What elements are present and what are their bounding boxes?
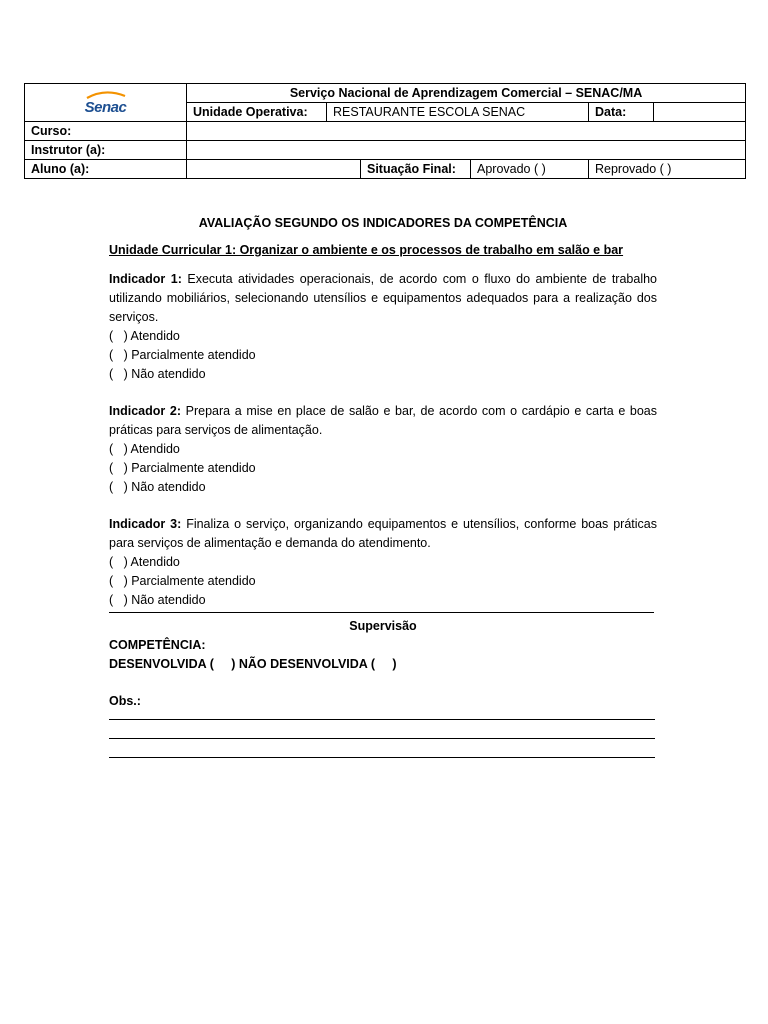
senac-logo-cell <box>25 84 187 122</box>
logo-text: Senac <box>84 99 127 116</box>
indicator-label: Indicador 2: <box>109 404 182 418</box>
option-atendido[interactable]: ( ) Atendido <box>109 555 180 569</box>
data-field[interactable] <box>654 103 746 122</box>
unidade-value: RESTAURANTE ESCOLA SENAC <box>327 103 589 122</box>
obs-line[interactable] <box>109 738 655 739</box>
aluno-label: Aluno (a): <box>25 160 187 179</box>
senac-logo <box>83 90 129 115</box>
evaluation-title: AVALIAÇÃO SEGUNDO OS INDICADORES DA COMPETÊNCIA <box>198 216 568 230</box>
data-label: Data: <box>589 103 654 122</box>
obs-lines[interactable] <box>109 719 657 758</box>
reprovado-option[interactable]: Reprovado ( ) <box>589 160 746 179</box>
indicator-label: Indicador 3: <box>109 517 182 531</box>
obs-line[interactable] <box>109 757 655 758</box>
curricular-unit: Unidade Curricular 1: Organizar o ambiente e os processos de trabalho em salão e bar <box>109 243 624 257</box>
indicator-2 <box>109 402 657 440</box>
indicator-text: Executa atividades operacionais, de acordo com o fluxo do ambiente de trabalho utilizando mobiliários, selecionando utensílios e equipamentos adequados para a realização dos serviços. <box>109 272 657 324</box>
option-nao-atendido[interactable]: ( ) Não atendido <box>109 367 206 381</box>
header-table <box>24 83 746 179</box>
divider <box>109 612 654 613</box>
indicator-3 <box>109 515 657 553</box>
situacao-label: Situação Final: <box>361 160 471 179</box>
evaluation-body <box>109 210 657 776</box>
option-parcialmente-atendido[interactable]: ( ) Parcialmente atendido <box>109 574 256 588</box>
option-parcialmente-atendido[interactable]: ( ) Parcialmente atendido <box>109 348 256 362</box>
competencia-label: COMPETÊNCIA: <box>109 638 206 652</box>
curso-field[interactable] <box>187 122 746 141</box>
indicator-1 <box>109 270 657 327</box>
indicator-text: Prepara a mise en place de salão e bar, de acordo com o cardápio e carta e boas práticas para serviços de alimentação. <box>109 404 658 437</box>
instrutor-field[interactable] <box>187 141 746 160</box>
indicator-label: Indicador 1: <box>109 272 182 286</box>
aprovado-option[interactable]: Aprovado ( ) <box>471 160 589 179</box>
instrutor-label: Instrutor (a): <box>25 141 187 160</box>
obs-line[interactable] <box>109 719 655 720</box>
option-nao-atendido[interactable]: ( ) Não atendido <box>109 593 206 607</box>
indicator-text: Finaliza o serviço, organizando equipamentos e utensílios, conforme boas práticas para serviços de alimentação e demanda do atendimento. <box>109 517 657 550</box>
obs-label: Obs.: <box>109 694 141 708</box>
curso-label: Curso: <box>25 122 187 141</box>
option-nao-atendido[interactable]: ( ) Não atendido <box>109 480 206 494</box>
option-parcialmente-atendido[interactable]: ( ) Parcialmente atendido <box>109 461 256 475</box>
supervision-heading: Supervisão <box>349 619 417 633</box>
aluno-field[interactable] <box>187 160 361 179</box>
option-atendido[interactable]: ( ) Atendido <box>109 442 180 456</box>
desenvolvida-options[interactable]: DESENVOLVIDA ( ) NÃO DESENVOLVIDA ( ) <box>109 657 397 671</box>
option-atendido[interactable]: ( ) Atendido <box>109 329 180 343</box>
institution-name: Serviço Nacional de Aprendizagem Comercial – SENAC/MA <box>187 84 746 103</box>
unidade-label: Unidade Operativa: <box>187 103 327 122</box>
